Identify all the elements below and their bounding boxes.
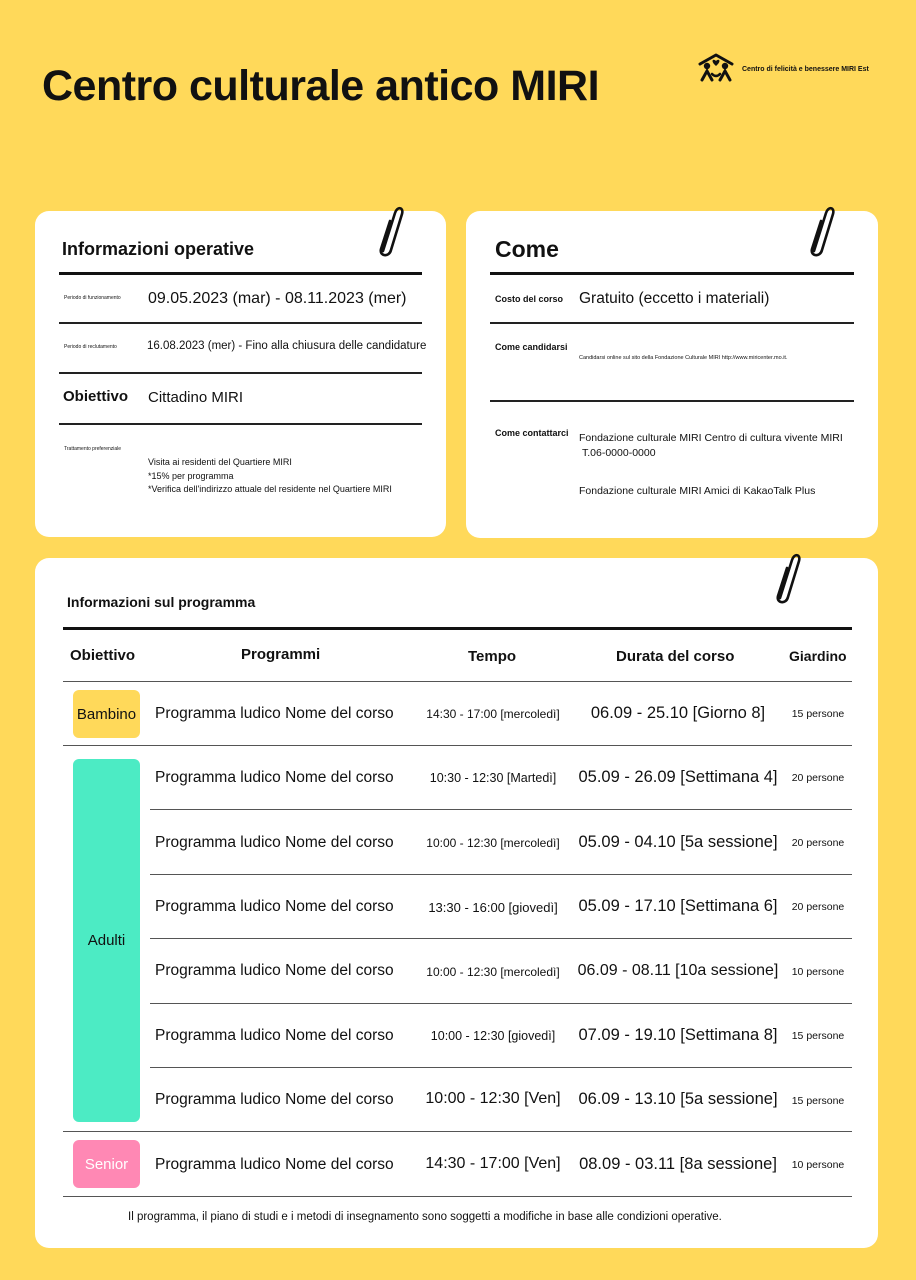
program-footnote: Il programma, il piano di studi e i metodi di insegnamento sono soggetti a modifiche in base alle condizioni operative. — [128, 1211, 722, 1223]
how-card — [466, 211, 878, 538]
recruitment-period-value: 16.08.2023 (mer) - Fino alla chiusura delle candidature — [147, 340, 427, 352]
brand-label: Centro di felicità e benessere MIRI Est — [742, 66, 869, 73]
table-row-capacity: 15 persone — [791, 708, 845, 720]
column-header-target: Obiettivo — [70, 647, 136, 664]
table-row-time: 10:00 - 12:30 [Ven] — [425, 1090, 561, 1107]
divider — [63, 745, 852, 746]
table-row-capacity: 10 persone — [791, 966, 845, 978]
divider — [59, 423, 422, 425]
table-row-capacity: 20 persone — [791, 772, 845, 784]
divider — [150, 874, 852, 875]
table-row-program: Programma ludico Nome del corso — [155, 962, 394, 979]
table-row-capacity: 20 persone — [791, 901, 845, 913]
paperclip-icon — [806, 203, 836, 268]
group-badge-adults: Adulti — [73, 759, 140, 1122]
operative-info-card — [35, 211, 446, 537]
divider — [150, 1067, 852, 1068]
divider — [150, 1003, 852, 1004]
table-row-time: 10:00 - 12:30 [mercoledì] — [426, 836, 560, 850]
table-row-duration: 08.09 - 03.11 [8a sessione] — [579, 1155, 777, 1173]
table-row-program: Programma ludico Nome del corso — [155, 898, 394, 915]
table-row-duration: 05.09 - 26.09 [Settimana 4] — [578, 768, 778, 786]
table-row-time: 13:30 - 16:00 [giovedì] — [428, 900, 558, 915]
column-header-duration: Durata del corso — [616, 648, 735, 665]
divider — [59, 372, 422, 374]
preferential-line-3: *Verifica dell'indirizzo attuale del residente nel Quartiere MIRI — [148, 484, 392, 494]
table-row-duration: 06.09 - 08.11 [10a sessione] — [577, 962, 779, 979]
preferential-line-2: *15% per programma — [148, 471, 234, 481]
contact-line-1: Fondazione culturale MIRI Centro di cultura vivente MIRI — [579, 432, 843, 444]
contact-line-3: Fondazione culturale MIRI Amici di KakaoTalk Plus — [579, 485, 816, 497]
table-row-capacity: 15 persone — [791, 1095, 845, 1107]
table-row-capacity: 15 persone — [791, 1030, 845, 1042]
preferential-line-1: Visita ai residenti del Quartiere MIRI — [148, 457, 292, 467]
divider — [59, 322, 422, 324]
family-house-icon — [696, 52, 736, 87]
divider — [490, 272, 854, 275]
table-row-time: 10:00 - 12:30 [giovedì] — [430, 1029, 556, 1043]
program-title: Informazioni sul programma — [67, 594, 256, 610]
divider — [490, 400, 854, 402]
how-to-apply-value: Candidarsi online sul sito della Fondazione Culturale MIRI http://www.miricenter.mo.it. — [579, 355, 788, 361]
contact-line-2: T.06-0000-0000 — [582, 447, 656, 459]
table-row-duration: 06.09 - 13.10 [5a sessione] — [578, 1090, 778, 1108]
page-title: Centro culturale antico MIRI — [42, 62, 600, 110]
divider — [150, 938, 852, 939]
group-badge-child: Bambino — [73, 690, 140, 738]
table-row-time: 10:30 - 12:30 [Martedì] — [429, 771, 557, 785]
table-row-capacity: 10 persone — [791, 1159, 845, 1171]
table-row-program: Programma ludico Nome del corso — [155, 1091, 394, 1108]
divider — [150, 809, 852, 810]
contact-label: Come contattarci — [495, 428, 569, 438]
table-top-border — [63, 627, 852, 630]
table-row-duration: 06.09 - 25.10 [Giorno 8] — [590, 704, 766, 722]
column-header-programs: Programmi — [241, 646, 321, 663]
table-row-program: Programma ludico Nome del corso — [155, 1027, 394, 1044]
divider — [63, 1196, 852, 1197]
table-row-duration: 07.09 - 19.10 [Settimana 8] — [578, 1026, 778, 1044]
table-row-time: 14:30 - 17:00 [mercoledì] — [426, 707, 560, 721]
table-row-program: Programma ludico Nome del corso — [155, 834, 394, 851]
course-cost-label: Costo del corso — [495, 294, 564, 304]
table-row-capacity: 20 persone — [791, 837, 845, 849]
table-row-time: 14:30 - 17:00 [Ven] — [425, 1155, 561, 1172]
course-cost-value: Gratuito (eccetto i materiali) — [579, 290, 770, 307]
paperclip-icon — [772, 548, 802, 617]
table-row-program: Programma ludico Nome del corso — [155, 705, 394, 722]
operating-period-label: Periodo di funzionamento — [64, 295, 121, 301]
recruitment-period-label: Periodo di reclutamento — [64, 344, 117, 350]
how-to-apply-label: Come candidarsi — [495, 342, 568, 352]
operative-title: Informazioni operative — [62, 239, 255, 259]
table-row-duration: 05.09 - 17.10 [Settimana 6] — [578, 897, 778, 915]
target-label: Obiettivo — [63, 388, 129, 405]
target-value: Cittadino MIRI — [148, 389, 244, 406]
table-row-program: Programma ludico Nome del corso — [155, 1156, 394, 1173]
brand-logo — [696, 52, 869, 87]
preferential-treatment-label: Trattamento preferenziale — [64, 446, 122, 452]
divider — [63, 681, 852, 682]
paperclip-icon — [375, 203, 405, 268]
group-badge-senior: Senior — [73, 1140, 140, 1188]
table-row-duration: 05.09 - 04.10 [5a sessione] — [578, 833, 778, 851]
column-header-capacity: Giardino — [789, 648, 847, 664]
divider — [490, 322, 854, 324]
divider — [59, 272, 422, 275]
table-row-time: 10:00 - 12:30 [mercoledì] — [426, 965, 560, 979]
divider — [63, 1131, 852, 1132]
operating-period-value: 09.05.2023 (mar) - 08.11.2023 (mer) — [148, 290, 407, 307]
column-header-time: Tempo — [468, 648, 517, 665]
how-title: Come — [495, 236, 559, 262]
table-row-program: Programma ludico Nome del corso — [155, 769, 394, 786]
